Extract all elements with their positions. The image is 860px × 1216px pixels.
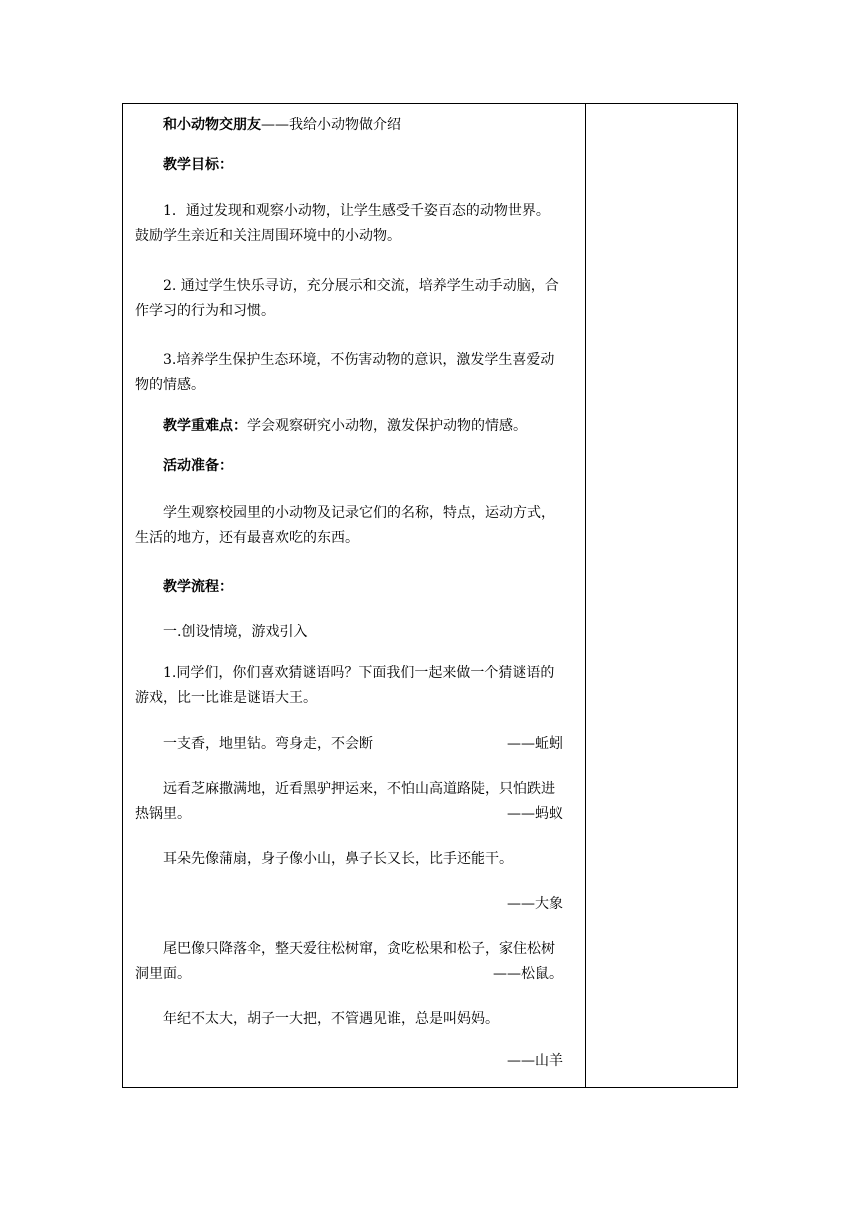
- goal-2: 2. 通过学生快乐寻访，充分展示和交流，培养学生动手动脑，合作学习的行为和习惯。: [135, 278, 559, 319]
- keypoint-text: 学会观察研究小动物，激发保护动物的情感。: [247, 418, 527, 434]
- riddle-4: 尾巴像只降落伞，整天爱往松树窜，贪吃松果和松子，家住松树洞里面。: [135, 941, 555, 982]
- riddle-2-answer: ——蚂蚁: [507, 806, 563, 822]
- title-bold: 和小动物交朋友: [163, 117, 261, 133]
- title-rest: ——我给小动物做介绍: [261, 117, 401, 133]
- process-heading: 教学流程：: [163, 579, 233, 595]
- lesson-content-cell: [123, 104, 585, 1087]
- keypoint: [135, 414, 561, 439]
- lesson-title: [135, 113, 561, 138]
- lesson-table: [122, 103, 738, 1088]
- riddle-1: 一支香，地里钻。弯身走，不会断: [163, 736, 373, 752]
- riddle-5-answer: ——山羊: [507, 1053, 563, 1069]
- column-divider: [585, 104, 586, 1087]
- goals-heading: 教学目标：: [163, 157, 233, 173]
- intro-text: 1.同学们，你们喜欢猜谜语吗？下面我们一起来做一个猜谜语的游戏，比一比谁是谜语大王。: [135, 665, 555, 706]
- goal-3: 3.培养学生保护生态环境，不伤害动物的意识，激发学生喜爱动物的情感。: [135, 352, 555, 393]
- prep-text: 学生观察校园里的小动物及记录它们的名称，特点，运动方式，生活的地方，还有最喜欢吃的东西。: [135, 505, 555, 546]
- riddle-5: 年纪不太大，胡子一大把，不管遇见谁，总是叫妈妈。: [163, 1011, 499, 1027]
- step-1: 一.创设情境，游戏引入: [163, 624, 308, 640]
- riddle-2: 远看芝麻撒满地，近看黑驴押运来，不怕山高道路陡，只怕跌进热锅里。: [135, 781, 555, 822]
- riddle-4-answer: ——松鼠。: [493, 966, 563, 982]
- riddle-3: 耳朵先像蒲扇，身子像小山，鼻子长又长，比手还能干。: [163, 851, 513, 867]
- riddle-3-answer: ——大象: [507, 896, 563, 912]
- riddle-1-answer: ——蚯蚓: [507, 736, 563, 752]
- goal-1: 1．通过发现和观察小动物，让学生感受千姿百态的动物世界。鼓励学生亲近和关注周围环境中的小动物。: [135, 203, 550, 244]
- keypoint-label: 教学重难点：: [163, 418, 247, 434]
- prep-heading: 活动准备：: [163, 458, 233, 474]
